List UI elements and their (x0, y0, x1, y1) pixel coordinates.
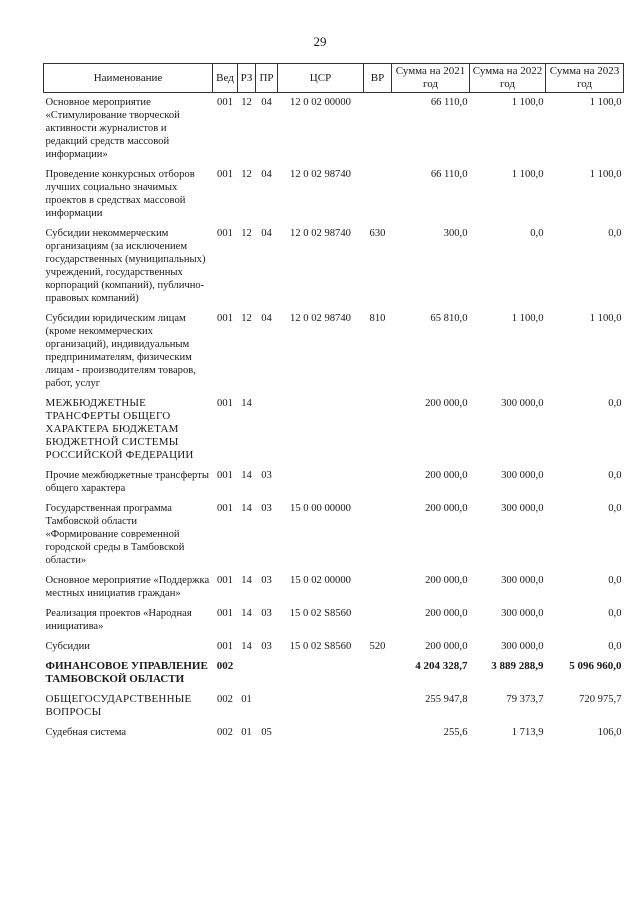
row-name: ФИНАНСОВОЕ УПРАВЛЕНИЕ ТАМБОВСКОЙ ОБЛАСТИ (45, 660, 208, 685)
row-csr: 12 0 02 98740 (290, 169, 351, 180)
row-name: Основное мероприятие «Поддержка местных инициатив граждан» (45, 575, 210, 599)
table-body (44, 93, 624, 744)
row-ved: 002 (217, 727, 233, 738)
row-csr (278, 466, 364, 499)
row-pr (256, 690, 278, 723)
row-sum-2022: 1 100,0 (511, 313, 544, 324)
row-sum-2023: 1 100,0 (589, 169, 622, 180)
row-name: Основное мероприятие «Стимулирование творческой активности журналистов и редакций средств массовой информации» (45, 97, 180, 160)
row-vr (364, 604, 392, 637)
row-vr (364, 571, 392, 604)
row-csr: 12 0 02 00000 (290, 97, 351, 108)
table-header (44, 64, 624, 93)
row-vr (364, 690, 392, 723)
row-csr: 15 0 00 00000 (290, 503, 351, 514)
table-row (44, 637, 624, 657)
row-sum-2023: 1 100,0 (589, 313, 622, 324)
table-row (44, 571, 624, 604)
row-sum-2023: 720 975,7 (579, 694, 622, 705)
row-sum-2023: 0,0 (608, 228, 622, 239)
row-sum-2023: 0,0 (608, 503, 622, 514)
row-sum-2021: 200 000,0 (425, 470, 468, 481)
row-sum-2021: 200 000,0 (425, 641, 468, 652)
row-csr (278, 723, 364, 743)
row-sum-2022: 1 713,9 (511, 727, 544, 738)
row-ved: 001 (217, 470, 233, 481)
row-rz: 14 (241, 398, 252, 409)
row-ved: 001 (217, 97, 233, 108)
row-sum-2022: 300 000,0 (501, 608, 544, 619)
row-sum-2022: 1 100,0 (511, 97, 544, 108)
row-csr: 15 0 02 S8560 (289, 608, 352, 619)
row-rz: 12 (241, 313, 252, 324)
row-csr: 12 0 02 98740 (290, 228, 351, 239)
row-sum-2022: 300 000,0 (501, 470, 544, 481)
row-pr: 04 (261, 97, 272, 108)
table-row (44, 604, 624, 637)
table-row (44, 499, 624, 571)
row-rz: 01 (241, 727, 252, 738)
row-name: Прочие межбюджетные трансферты общего характера (45, 470, 209, 494)
row-pr: 03 (261, 608, 272, 619)
row-csr: 15 0 02 S8560 (289, 641, 352, 652)
row-vr (364, 466, 392, 499)
row-ved: 001 (217, 503, 233, 514)
row-csr (278, 657, 364, 690)
row-csr (278, 394, 364, 466)
row-vr (364, 165, 392, 224)
row-vr (364, 657, 392, 690)
row-ved: 002 (217, 694, 233, 705)
row-sum-2023: 0,0 (608, 470, 622, 481)
row-name: Судебная система (45, 727, 127, 738)
row-name: ОБЩЕГОСУДАРСТВЕННЫЕ ВОПРОСЫ (45, 693, 192, 718)
row-sum-2021: 65 810,0 (430, 313, 468, 324)
row-pr: 03 (261, 641, 272, 652)
row-sum-2022: 3 889 288,9 (491, 660, 544, 672)
row-pr (256, 394, 278, 466)
row-name: Субсидии (45, 641, 90, 652)
header-csr: ЦСР (278, 64, 364, 93)
row-sum-2022: 300 000,0 (501, 575, 544, 586)
row-sum-2023: 1 100,0 (589, 97, 622, 108)
table-row (44, 394, 624, 466)
row-name: Субсидии некоммерческим организациям (за исключением государственных (муниципальных) учреждений, государственных корпораций (компаний), публично-правовых компаний) (45, 228, 206, 304)
header-sum-2021: Сумма на 2021 год (392, 64, 470, 93)
row-ved: 002 (216, 660, 234, 672)
row-csr: 15 0 02 00000 (290, 575, 351, 586)
header-sum-2022: Сумма на 2022 год (470, 64, 546, 93)
row-sum-2023: 106,0 (597, 727, 622, 738)
row-csr: 12 0 02 98740 (290, 313, 351, 324)
budget-table (43, 63, 624, 743)
row-csr (278, 690, 364, 723)
table-row (44, 93, 624, 166)
table-row (44, 224, 624, 309)
row-vr: 810 (369, 313, 386, 324)
row-sum-2021: 255 947,8 (425, 694, 468, 705)
row-sum-2023: 5 096 960,0 (569, 660, 622, 672)
row-pr: 03 (261, 575, 272, 586)
table-row (44, 309, 624, 394)
header-vr: ВР (364, 64, 392, 93)
row-rz: 14 (241, 470, 252, 481)
row-rz: 14 (241, 641, 252, 652)
row-name: Проведение конкурсных отборов лучших социально значимых проектов в средствах массовой информации (45, 169, 195, 219)
row-pr: 04 (261, 313, 272, 324)
page-number: 29 (313, 34, 327, 49)
row-ved: 001 (217, 641, 233, 652)
row-sum-2022: 79 373,7 (506, 694, 544, 705)
row-sum-2023: 0,0 (608, 575, 622, 586)
row-sum-2021: 255,6 (443, 727, 468, 738)
header-rz: РЗ (238, 64, 256, 93)
row-name: Государственная программа Тамбовской области «Формирование современной городской среды в Тамбовской области» (45, 503, 185, 566)
row-rz: 14 (241, 503, 252, 514)
row-sum-2021: 200 000,0 (425, 398, 468, 409)
row-vr (364, 93, 392, 166)
table-row (44, 165, 624, 224)
row-ved: 001 (217, 228, 233, 239)
row-pr: 03 (261, 503, 272, 514)
row-rz: 14 (241, 575, 252, 586)
row-sum-2022: 300 000,0 (501, 398, 544, 409)
header-sum-2023: Сумма на 2023 год (546, 64, 624, 93)
header-ved: Вед (213, 64, 238, 93)
row-sum-2021: 300,0 (443, 228, 468, 239)
row-sum-2022: 300 000,0 (501, 503, 544, 514)
row-vr (364, 723, 392, 743)
table-row (44, 466, 624, 499)
row-vr (364, 499, 392, 571)
row-sum-2021: 66 110,0 (430, 169, 468, 180)
row-sum-2021: 4 204 328,7 (415, 660, 468, 672)
row-ved: 001 (217, 608, 233, 619)
row-vr (364, 394, 392, 466)
row-rz (238, 657, 256, 690)
row-sum-2022: 1 100,0 (511, 169, 544, 180)
row-pr: 03 (261, 470, 272, 481)
row-rz: 12 (241, 228, 252, 239)
row-rz: 01 (241, 694, 252, 705)
row-sum-2022: 300 000,0 (501, 641, 544, 652)
row-ved: 001 (217, 575, 233, 586)
row-vr: 520 (369, 641, 386, 652)
row-name: МЕЖБЮДЖЕТНЫЕ ТРАНСФЕРТЫ ОБЩЕГО ХАРАКТЕРА БЮДЖЕТАМ БЮДЖЕТНОЙ СИСТЕМЫ РОССИЙСКОЙ ФЕДЕРАЦИИ (45, 397, 194, 461)
row-rz: 12 (241, 169, 252, 180)
row-pr (256, 657, 278, 690)
header-pr: ПР (256, 64, 278, 93)
row-vr: 630 (369, 228, 386, 239)
row-sum-2023: 0,0 (608, 608, 622, 619)
row-sum-2023: 0,0 (608, 398, 622, 409)
row-sum-2021: 66 110,0 (430, 97, 468, 108)
row-pr: 04 (261, 169, 272, 180)
table-row (44, 690, 624, 723)
row-sum-2022: 0,0 (530, 228, 544, 239)
table-row (44, 723, 624, 743)
row-sum-2021: 200 000,0 (425, 608, 468, 619)
table-row (44, 657, 624, 690)
header-name: Наименование (44, 64, 213, 93)
row-sum-2021: 200 000,0 (425, 503, 468, 514)
row-name: Реализация проектов «Народная инициатива» (45, 608, 192, 632)
row-rz: 14 (241, 608, 252, 619)
row-sum-2023: 0,0 (608, 641, 622, 652)
row-ved: 001 (217, 313, 233, 324)
row-pr: 04 (261, 228, 272, 239)
row-rz: 12 (241, 97, 252, 108)
row-name: Субсидии юридическим лицам (кроме некоммерческих организаций), индивидуальным предпринимателям, физическим лицам - производителям товаров, работ, услуг (45, 313, 196, 389)
row-pr: 05 (261, 727, 272, 738)
row-ved: 001 (217, 398, 233, 409)
row-ved: 001 (217, 169, 233, 180)
row-sum-2021: 200 000,0 (425, 575, 468, 586)
